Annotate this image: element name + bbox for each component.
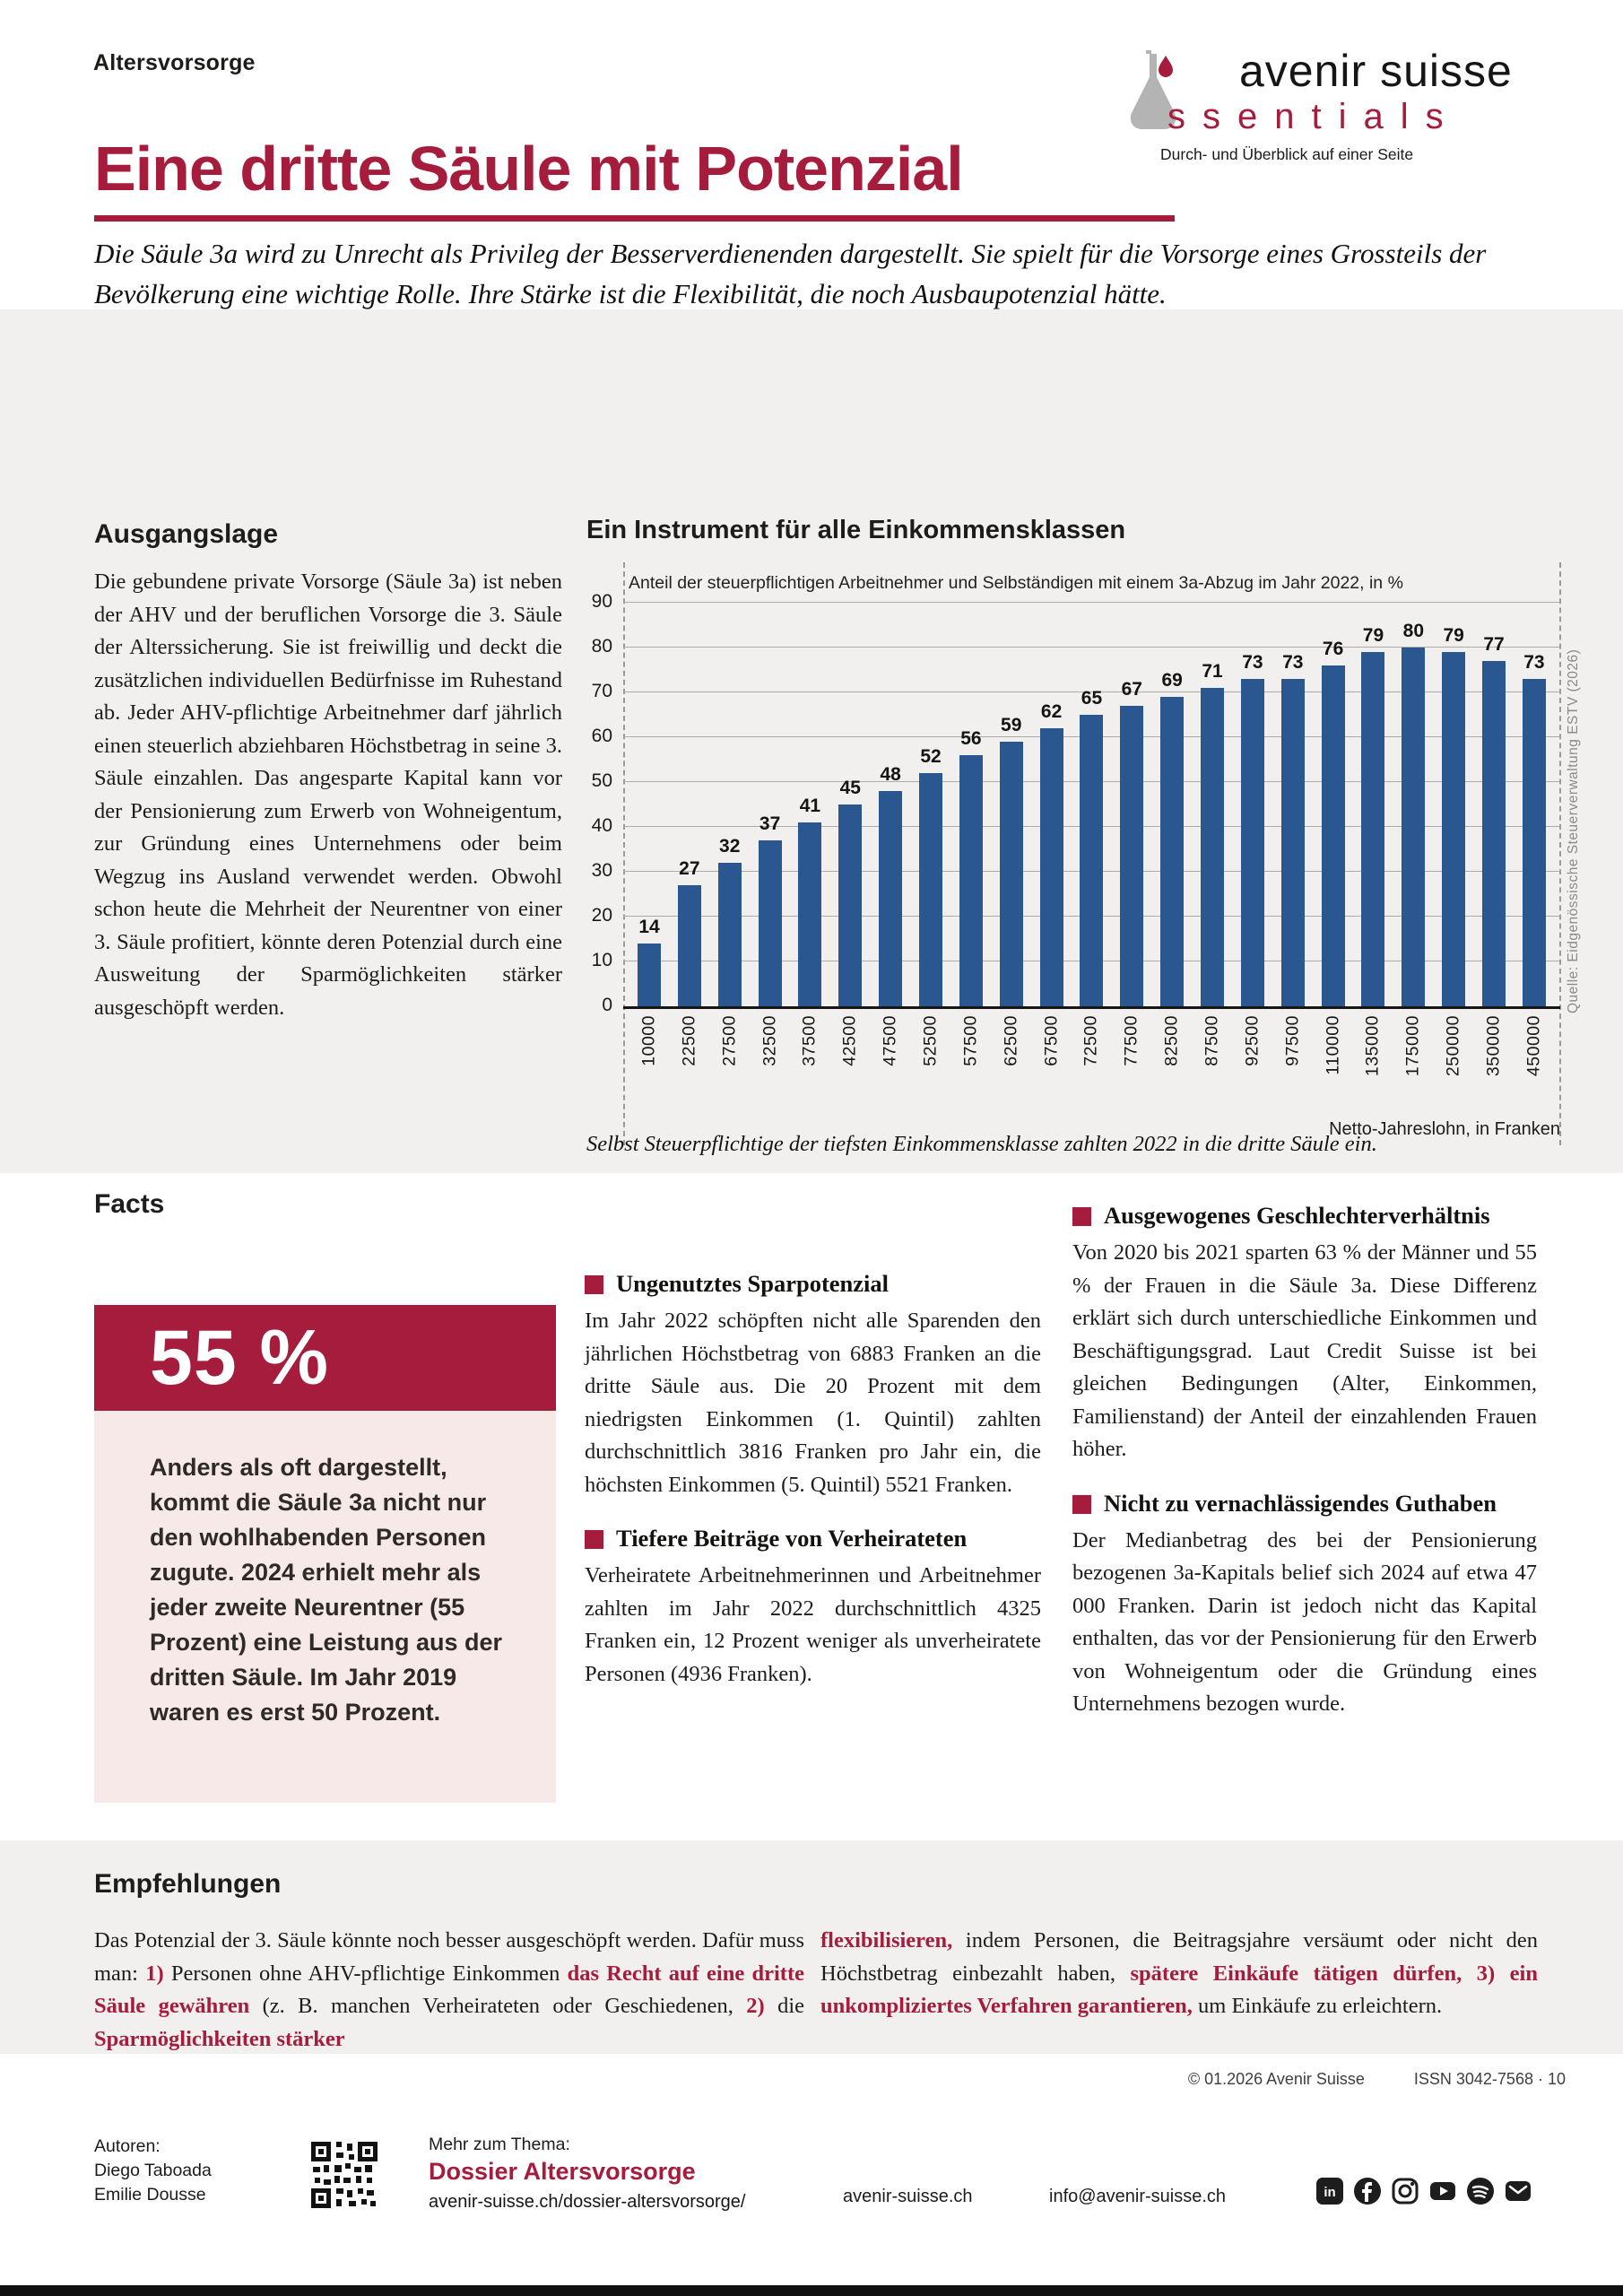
bar — [959, 755, 983, 1006]
fact-item — [585, 1270, 1041, 1501]
bar-value-label: 79 — [1362, 625, 1384, 646]
bar — [718, 863, 742, 1006]
y-tick-label: 60 — [591, 726, 612, 746]
x-tick-label: 77500 — [1121, 1015, 1141, 1066]
bar — [798, 822, 821, 1006]
bar — [1080, 715, 1103, 1006]
issn: ISSN 3042-7568 · 10 — [1413, 2070, 1566, 2088]
bar-group — [638, 605, 661, 1066]
bar-group — [678, 605, 701, 1066]
social-icons — [1316, 2178, 1532, 2205]
chart-title: Ein Instrument für alle Einkommensklassen — [586, 516, 1126, 544]
brand-logo — [1126, 45, 1548, 170]
bar-group — [1442, 605, 1465, 1077]
bar-value-label: 67 — [1121, 679, 1142, 700]
fact-heading-label: Nicht zu vernachlässigendes Guthaben — [1104, 1489, 1497, 1517]
bar-group — [759, 605, 782, 1066]
gridline — [623, 602, 1560, 603]
x-tick-label: 62500 — [1001, 1015, 1021, 1066]
bar — [1361, 652, 1384, 1006]
x-axis-label: Netto-Jahreslohn, in Franken — [1329, 1119, 1560, 1139]
x-tick-label: 110000 — [1323, 1015, 1343, 1075]
bar-value-label: 73 — [1282, 652, 1304, 673]
x-tick-label: 37500 — [799, 1015, 820, 1066]
stat-badge: 55 % — [94, 1305, 556, 1411]
y-tick-label: 50 — [591, 770, 612, 791]
bar — [1523, 679, 1546, 1006]
recommendations-heading: Empfehlungen — [94, 1869, 282, 1899]
bar — [1040, 728, 1063, 1006]
bar-value-label: 56 — [960, 728, 982, 749]
spotify-icon[interactable] — [1467, 2178, 1494, 2205]
bullet-square-icon — [585, 1530, 603, 1549]
bar-group — [1322, 605, 1345, 1075]
bottom-bar — [0, 2285, 1623, 2296]
bar-value-label: 73 — [1523, 652, 1545, 673]
lede: Die Säule 3a wird zu Unrecht als Privileg der Besserverdienenden dargestellt. Sie spielt für die Vorsorge eines Grossteils der Bevölkerung eine wichtige Rolle. Ihre Stärke ist die Flexibilität, die noch Ausbaupotenzial hätte. — [94, 238, 1487, 309]
fact-heading-label: Ungenutztes Sparpotenzial — [616, 1270, 890, 1297]
x-tick-label: 67500 — [1041, 1015, 1062, 1066]
recommendations-left-column: Das Potenzial der 3. Säule könnte noch besser ausgeschöpft werden. Dafür muss man: 1) Personen ohne AHV-pflichtige Einkommen das Recht auf eine dritte Säule gewähren (z. B. manchen Verheirateten oder Geschiedenen, 2) die Sparmöglichkeiten stärker — [94, 1928, 804, 2051]
mail-icon[interactable] — [1505, 2178, 1532, 2205]
x-tick-label: 32500 — [759, 1015, 780, 1066]
youtube-icon[interactable] — [1429, 2178, 1456, 2205]
y-tick-label: 40 — [591, 815, 612, 836]
bar — [1160, 697, 1184, 1006]
ausgangslage-heading: Ausgangslage — [94, 519, 279, 549]
bullet-square-icon — [585, 1275, 603, 1294]
bar-group — [838, 605, 862, 1066]
fact-heading — [585, 1270, 1041, 1298]
y-tick-label: 80 — [591, 636, 612, 657]
bar-group — [1080, 605, 1103, 1066]
bar-group — [1040, 605, 1063, 1066]
bar-value-label: 59 — [1001, 715, 1022, 735]
bar-value-label: 45 — [839, 778, 861, 798]
x-tick-label: 52500 — [920, 1015, 941, 1066]
bar-group — [919, 605, 942, 1066]
fact-item — [585, 1525, 1041, 1691]
qr-code — [309, 2140, 379, 2210]
bar-group — [1120, 605, 1143, 1066]
copyright: © 01.2026 Avenir Suisse — [1187, 2070, 1365, 2088]
y-tick-label: 10 — [591, 950, 612, 970]
authors-label: Autoren: — [94, 2136, 161, 2156]
x-tick-label: 450000 — [1523, 1015, 1544, 1077]
bar-group — [718, 605, 742, 1066]
bar-group — [1281, 605, 1305, 1066]
bar-group — [1361, 605, 1384, 1077]
fact-heading — [585, 1525, 1041, 1552]
plot-area — [591, 591, 1560, 1077]
bar — [1120, 706, 1143, 1006]
bar-group — [1482, 605, 1506, 1077]
bar — [1000, 742, 1023, 1006]
chart-source: Quelle: Eidgenössische Steuerverwaltung ESTV (2026) — [1566, 648, 1581, 1013]
x-tick-label: 350000 — [1483, 1015, 1504, 1077]
brand-name: avenir suisse — [1239, 46, 1513, 96]
recommendations-right-column: flexibilisieren, indem Personen, die Beitragsjahre versäumt oder nicht den Höchstbetrag einbezahlt haben, spätere Einkäufe tätigen dürfen, 3) ein unkompliziertes Verfahren garantieren, um Einkäufe zu erleichtern. — [820, 1928, 1538, 2018]
bar-group — [798, 605, 821, 1066]
x-tick-label: 72500 — [1081, 1015, 1101, 1066]
bar — [1322, 665, 1345, 1006]
bar-value-label: 41 — [799, 796, 821, 816]
y-tick-label: 30 — [591, 860, 612, 881]
kicker: Altersvorsorge — [93, 50, 256, 75]
copyright-line — [897, 2070, 1566, 2089]
facts-column-middle — [585, 1270, 1041, 1691]
bar — [1201, 688, 1224, 1006]
x-tick-label: 42500 — [839, 1015, 860, 1066]
bar — [638, 944, 661, 1006]
fact-body: Im Jahr 2022 schöpften nicht alle Sparenden den jährlichen Höchstbetrag von 6883 Franken an die dritte Säule aus. Die 20 Prozent mit dem niedrigsten Einkommen (1. Quintil) zahlten durchschnittlich 3816 Franken pro Jahr ein, die höchsten Einkommen (5. Quintil) 5521 Franken. — [585, 1309, 1041, 1497]
fact-heading — [1072, 1202, 1537, 1230]
brand-tagline: Durch- und Überblick auf einer Seite — [1160, 145, 1414, 163]
fact-item — [1072, 1202, 1537, 1466]
x-tick-label: 97500 — [1282, 1015, 1303, 1066]
svg-text:in: in — [1324, 2185, 1336, 2200]
fact-body: Verheiratete Arbeitnehmerinnen und Arbeitnehmer zahlten im Jahr 2022 durchschnittlich 4325 Franken ein, 12 Prozent weniger als unverheiratete Personen (4936 Franken). — [585, 1563, 1041, 1686]
bar — [1241, 679, 1264, 1006]
chart — [586, 516, 1581, 1172]
bar-value-label: 73 — [1242, 652, 1263, 673]
ausgangslage-body: Die gebundene private Vorsorge (Säule 3a) ist neben der AHV und der beruflichen Vorsorge die 3. Säule der Alterssicherung. Sie ist freiwillig und deckt die zusätzlichen individuellen Bedürfnisse im Ruhestand ab. Jeder AHV-pflichtige Arbeitnehmer darf jährlich einen steuerlich abziehbaren Höchstbetrag in seine 3. Säule einzahlen. Das angesparte Kapital kann vor der Pensionierung zum Erwerb von Wohneigentum, zur Gründung eines Unternehmens oder beim Wegzug ins Ausland verwendet werden. Obwohl schon heute die Mehrheit der Neurentner von einer 3. Säule profitiert, könnte deren Potenzial durch eine Ausweitung der Sparmöglichkeiten stärker ausgeschöpft werden. — [94, 570, 562, 1020]
bar-group — [1241, 605, 1264, 1066]
x-tick-label: 10000 — [638, 1015, 659, 1066]
fact-item — [1072, 1490, 1537, 1721]
bar-group — [1000, 605, 1023, 1066]
x-tick-label: 135000 — [1362, 1015, 1383, 1077]
y-tick-label: 0 — [602, 995, 612, 1015]
authors-block — [94, 2135, 212, 2207]
bar-group — [1201, 605, 1224, 1066]
fact-heading-label: Ausgewogenes Geschlechterverhältnis — [1104, 1202, 1490, 1229]
x-tick-label: 175000 — [1402, 1015, 1423, 1077]
bar — [678, 885, 701, 1006]
bar-value-label: 14 — [638, 917, 660, 937]
fact-body: Der Medianbetrag des bei der Pensionierung bezogenen 3a-Kapitals belief sich 2024 auf etwa 47 000 Franken. Darin ist jedoch nicht das Kapital enthalten, das vor der Pensionierung für den Erwerb von Wohneigentum oder die Gründung eines Unternehmens bezogen wurde. — [1072, 1527, 1537, 1716]
bar-value-label: 71 — [1202, 661, 1223, 682]
bar-value-label: 80 — [1402, 621, 1425, 641]
bar-group — [959, 605, 983, 1066]
email-link[interactable]: info@avenir-suisse.ch — [1049, 2187, 1227, 2206]
bar — [1402, 648, 1425, 1006]
bar-group — [879, 605, 902, 1066]
facts-heading: Facts — [94, 1189, 165, 1219]
fact-heading-label: Tiefere Beiträge von Verheirateten — [616, 1525, 968, 1552]
x-tick-label: 57500 — [960, 1015, 981, 1066]
x-tick-label: 47500 — [880, 1015, 900, 1066]
bar — [1482, 661, 1506, 1006]
bar — [838, 804, 862, 1006]
dossier-link[interactable]: Dossier Altersvorsorge — [429, 2158, 696, 2185]
bullet-square-icon — [1072, 1495, 1091, 1514]
title-underline — [94, 215, 1175, 222]
bar-value-label: 76 — [1322, 639, 1344, 659]
bar-value-label: 65 — [1081, 688, 1103, 709]
bar-value-label: 32 — [719, 836, 741, 857]
bar-value-label: 77 — [1483, 634, 1505, 655]
bar-group — [1523, 605, 1546, 1077]
bullet-square-icon — [1072, 1207, 1091, 1226]
author-name: Diego Taboada — [94, 2161, 212, 2180]
fact-heading — [1072, 1490, 1537, 1518]
stat-text: Anders als oft dargestellt, kommt die Säule 3a nicht nur den wohlhabenden Personen zugute. 2024 erhielt mehr als jeder zweite Neurentner (55 Prozent) eine Leistung aus der dritten Säule. Im Jahr 2019 waren es erst 50 Prozent. — [94, 1411, 556, 1803]
linkedin-icon[interactable] — [1316, 2178, 1343, 2205]
bar — [759, 840, 782, 1006]
bar — [1281, 679, 1305, 1006]
chart-caption: Selbst Steuerpflichtige der tiefsten Einkommensklasse zahlten 2022 in die dritte Säule ein. — [586, 1132, 1377, 1156]
instagram-icon[interactable] — [1392, 2178, 1419, 2205]
fact-body: Von 2020 bis 2021 sparten 63 % der Männer und 55 % der Frauen in die Säule 3a. Diese Differenz erklärt sich durch unterschiedliche Einkommen und Beschäftigungsgrad. Laut Credit Suisse ist bei gleichen Bedingungen (Alter, Einkommen, Familienstand) der Anteil der einzahlenden Frauen höher. — [1072, 1240, 1537, 1461]
brand-essentials: ssentials — [1167, 97, 1461, 136]
x-tick-label: 22500 — [679, 1015, 699, 1066]
bar — [919, 773, 942, 1006]
facebook-icon[interactable] — [1354, 2178, 1381, 2205]
y-tick-label: 70 — [591, 681, 612, 701]
bar-value-label: 37 — [759, 813, 781, 834]
bar-value-label: 48 — [880, 764, 901, 785]
page-title: Eine dritte Säule mit Potenzial — [94, 134, 963, 204]
dossier-url-link[interactable]: avenir-suisse.ch/dossier-altersvorsorge/ — [429, 2192, 746, 2212]
more-block — [429, 2135, 745, 2213]
x-tick-label: 82500 — [1161, 1015, 1182, 1066]
x-tick-label: 92500 — [1242, 1015, 1263, 1066]
author-name: Emilie Dousse — [94, 2185, 206, 2205]
bar-value-label: 52 — [920, 746, 942, 767]
bar — [879, 791, 902, 1006]
bar-value-label: 79 — [1443, 625, 1464, 646]
x-tick-label: 27500 — [719, 1015, 740, 1066]
website-link[interactable]: avenir-suisse.ch — [843, 2187, 973, 2206]
more-label: Mehr zum Thema: — [429, 2135, 570, 2154]
bar — [1442, 652, 1465, 1006]
bar-value-label: 69 — [1161, 670, 1183, 691]
x-tick-label: 87500 — [1202, 1015, 1222, 1066]
y-tick-label: 90 — [591, 591, 612, 612]
chart-subtitle: Anteil der steuerpflichtigen Arbeitnehmer und Selbständigen mit einem 3a-Abzug im Jahr 2022, in % — [629, 573, 1403, 593]
facts-column-right — [1072, 1202, 1537, 1721]
bar-group — [1160, 605, 1184, 1066]
bar-value-label: 27 — [679, 858, 700, 879]
y-tick-label: 20 — [591, 905, 612, 926]
bar-group — [1402, 605, 1425, 1077]
bar-value-label: 62 — [1040, 701, 1063, 722]
x-tick-label: 250000 — [1443, 1015, 1463, 1077]
bars — [623, 605, 1560, 1077]
